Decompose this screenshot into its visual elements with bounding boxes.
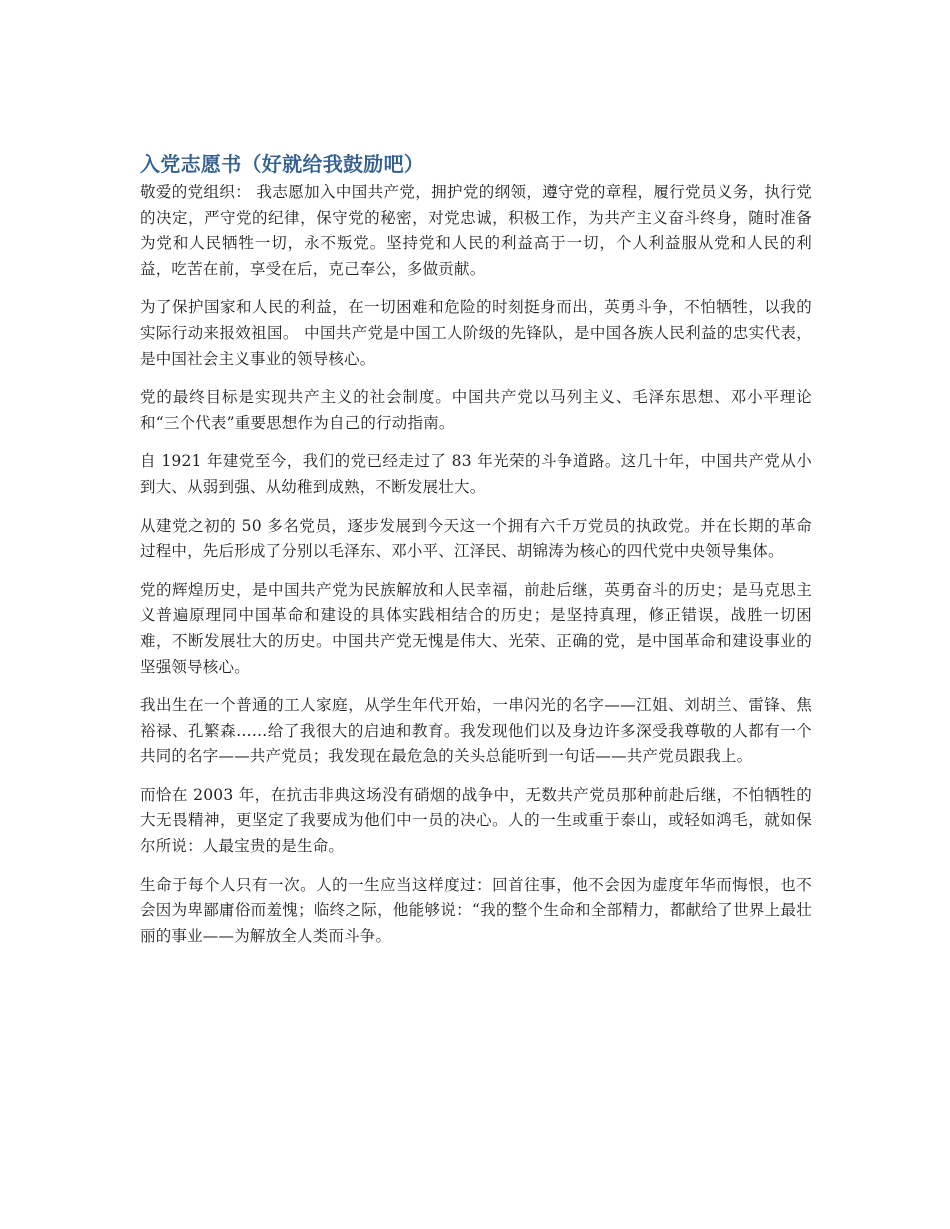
document-title: 入党志愿书（好就给我鼓励吧）: [140, 152, 425, 176]
paragraph-6: 党的辉煌历史，是中国共产党为民族解放和人民幸福，前赴后继，英勇奋斗的历史；是马克思主义普遍原理同中国革命和建设的具体实践相结合的历史；是坚持真理，修正错误，战胜一切困难，不断发展壮大的历史。中国共产党无愧是伟大、光荣、正确的党，是中国革命和建设事业的坚强领导核心。: [140, 580, 812, 676]
paragraph-5: 从建党之初的 50 多名党员，逐步发展到今天这一个拥有六千万党员的执政党。并在长期的革命过程中，先后形成了分别以毛泽东、邓小平、江泽民、胡锦涛为核心的四代党中央领导集体。: [140, 516, 812, 561]
paragraph-4: 自 1921 年建党至今，我们的党已经走过了 83 年光荣的斗争道路。这几十年，中国共产党从小到大、从弱到强、从幼稚到成熟，不断发展壮大。: [140, 452, 812, 496]
paragraph-9: 生命于每个人只有一次。人的一生应当这样度过：回首往事，他不会因为虚度年华而悔恨，也不会因为卑鄙庸俗而羞愧；临终之际，他能够说：“我的整个生命和全部精力，都献给了世界上最壮丽的事业——为解放全人类而斗争。: [140, 875, 812, 945]
paragraph-1: 敬爱的党组织： 我志愿加入中国共产党，拥护党的纲领，遵守党的章程，履行党员义务，执行党的决定，严守党的纪律，保守党的秘密，对党忠诚，积极工作，为共产主义奋斗终身，随时准备为党和人民牺牲一切，永不叛党。坚持党和人民的利益高于一切，个人利益服从党和人民的利益，吃苦在前，享受在后，克己奉公，多做贡献。: [140, 183, 812, 278]
document-page: [140, 150, 812, 962]
paragraph-8: 而恰在 2003 年，在抗击非典这场没有硝烟的战争中，无数共产党员那种前赴后继，不怕牺牲的大无畏精神，更坚定了我要成为他们中一员的决心。人的一生或重于泰山，或轻如鸿毛，就如保尔所说：人最宝贵的是生命。: [140, 785, 812, 856]
paragraph-7: 我出生在一个普通的工人家庭，从学生年代开始，一串闪光的名字——江姐、刘胡兰、雷锋、焦裕禄、孔繁森……给了我很大的启迪和教育。我发现他们以及身边许多深受我尊敬的人都有一个共同的名字——共产党员；我发现在最危急的关头总能听到一句话——共产党员跟我上。: [140, 696, 812, 766]
paragraph-2: 为了保护国家和人民的利益，在一切困难和危险的时刻挺身而出，英勇斗争，不怕牺牲，以我的实际行动来报效祖国。 中国共产党是中国工人阶级的先锋队，是中国各族人民利益的忠实代表，是中国社会主义事业的领导核心。: [140, 298, 812, 368]
paragraph-3: 党的最终目标是实现共产主义的社会制度。中国共产党以马列主义、毛泽东思想、邓小平理论和“三个代表”重要思想作为自己的行动指南。: [140, 388, 812, 432]
